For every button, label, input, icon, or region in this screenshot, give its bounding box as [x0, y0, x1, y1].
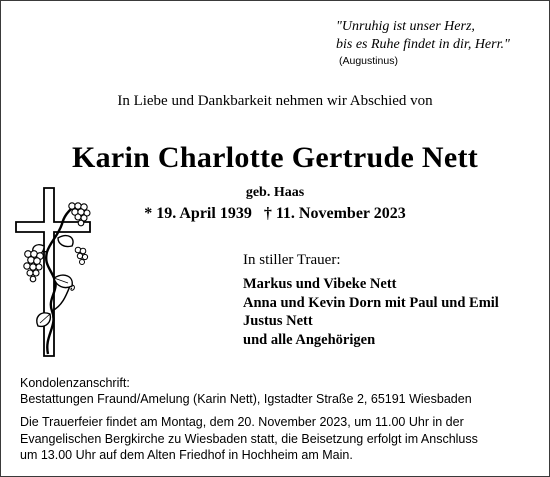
cross-with-grapevine-icon: [14, 186, 94, 360]
funeral-line-1: Die Trauerfeier findet am Montag, dem 20. November 2023, um 11.00 Uhr in der: [20, 415, 464, 429]
mourner-name: Markus und Vibeke Nett: [243, 276, 397, 292]
mourning-intro: In stiller Trauer:: [243, 252, 341, 268]
life-dates: * 19. April 1939 † 11. November 2023: [144, 205, 406, 222]
funeral-info: [20, 414, 540, 464]
condolence-label: Kondolenzanschrift:: [20, 376, 130, 390]
mourner-name: Anna und Kevin Dorn mit Paul und Emil: [243, 294, 499, 311]
quote: [336, 18, 536, 54]
mourner-name: Justus Nett: [243, 313, 313, 329]
intro-text: In Liebe und Dankbarkeit nehmen wir Abschied von: [117, 93, 433, 109]
deceased-name: Karin Charlotte Gertrude Nett: [71, 141, 479, 174]
quote-source: (Augustinus): [339, 55, 398, 67]
quote-line-2: bis es Ruhe findet in dir, Herr.": [336, 37, 510, 52]
funeral-line-3: um 13.00 Uhr auf dem Alten Friedhof in Hochheim am Main.: [20, 448, 353, 462]
funeral-line-2: Evangelischen Bergkirche zu Wiesbaden statt, die Beisetzung erfolgt im Anschluss: [20, 431, 478, 446]
quote-line-1: "Unruhig ist unser Herz,: [336, 19, 475, 34]
condolence-address: Bestattungen Fraund/Amelung (Karin Nett), Igstadter Straße 2, 65191 Wiesbaden: [20, 392, 472, 406]
mourners-list: [243, 275, 499, 349]
mourner-name: und alle Angehörigen: [243, 331, 376, 348]
birth-name: geb. Haas: [245, 185, 305, 200]
